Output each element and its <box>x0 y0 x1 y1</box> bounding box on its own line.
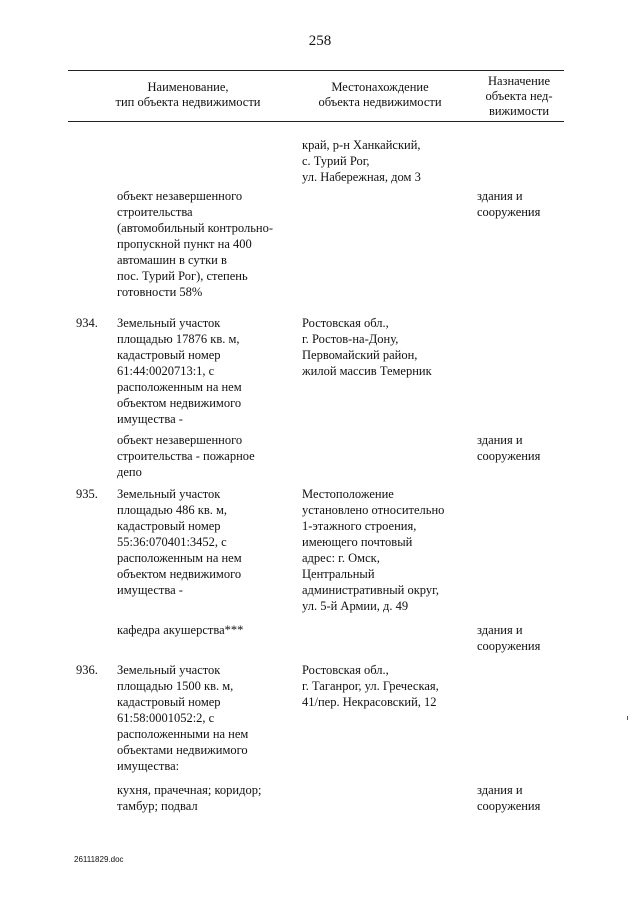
row-location: Ростовская обл., г. Ростов-на-Дону, Первомайский район, жилой массив Темерник <box>302 316 432 378</box>
row-name: объект незавершенного строительства - пожарное депо <box>117 433 255 479</box>
row-purpose: здания и сооружения <box>477 783 541 813</box>
table-header-rule <box>68 121 564 122</box>
row-location: Ростовская обл., г. Таганрог, ул. Греческая, 41/пер. Некрасовский, 12 <box>302 663 439 709</box>
margin-mark <box>627 716 628 720</box>
table-top-rule <box>68 70 564 71</box>
row-location: Местоположение установлено относительно 1-этажного строения, имеющего почтовый адрес: г. Омск, Центральный административный округ, ул. 5-й Армии, д. 49 <box>302 487 445 613</box>
row-name: кухня, прачечная; коридор; тамбур; подвал <box>117 783 262 813</box>
row-purpose: здания и сооружения <box>477 623 541 653</box>
row-location: край, р-н Ханкайский, с. Турий Рог, ул. Набережная, дом 3 <box>302 138 421 184</box>
row-name: Земельный участок площадью 1500 кв. м, кадастровый номер 61:58:0001052:2, с расположенными на нем объектами недвижимого имущества: <box>117 663 249 773</box>
row-number: 935. <box>76 487 98 501</box>
row-purpose: здания и сооружения <box>477 189 541 219</box>
header-name: Наименование, тип объекта недвижимости <box>115 80 261 109</box>
page-number: 258 <box>308 33 332 49</box>
header-location: Местонахождение объекта недвижимости <box>318 80 442 109</box>
header-purpose: Назначение объекта нед- вижимости <box>485 74 553 118</box>
row-name: кафедра акушерства*** <box>117 623 244 637</box>
row-number: 934. <box>76 316 98 330</box>
row-name: Земельный участок площадью 17876 кв. м, кадастровый номер 61:44:0020713:1, с расположенным на нем объектом недвижимого имущества - <box>117 316 242 426</box>
row-number: 936. <box>76 663 98 677</box>
document-filename: 26111829.doc <box>74 855 124 864</box>
row-name: Земельный участок площадью 486 кв. м, кадастровый номер 55:36:070401:3452, с расположенным на нем объектом недвижимого имущества - <box>117 487 242 597</box>
row-name: объект незавершенного строительства (автомобильный контрольно- пропускной пункт на 400 автомашин в сутки в пос. Турий Рог), степень готовности 58% <box>117 189 274 299</box>
row-purpose: здания и сооружения <box>477 433 541 463</box>
